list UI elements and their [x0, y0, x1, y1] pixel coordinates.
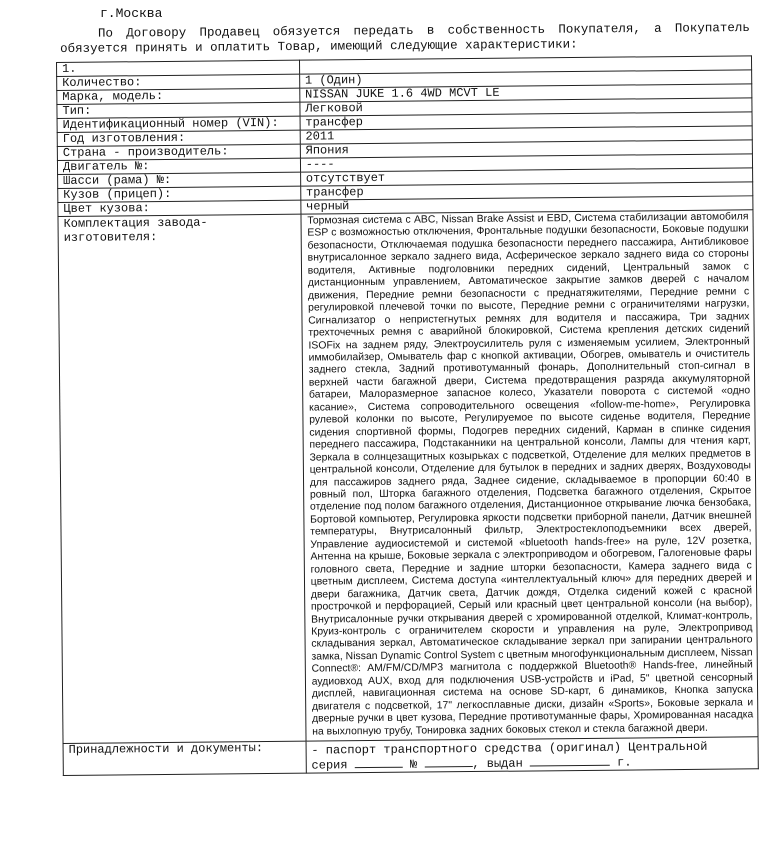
- row-label: Тип:: [57, 102, 300, 118]
- row-value: черный: [301, 196, 753, 214]
- row-value: 1 (Один): [299, 70, 751, 88]
- row-label: Марка, модель:: [57, 88, 300, 104]
- vehicle-characteristics-table: [56, 55, 759, 776]
- equipment-label: Комплектация завода-изготовителя:: [58, 214, 306, 743]
- row-label: Кузов (прицеп):: [58, 186, 301, 202]
- intro-paragraph: По Договору Продавец обязуется передать в собственность Покупателя, а Покупатель обязуется принять и оплатить Товар, имеющий следующие характеристики:: [60, 20, 750, 57]
- row-value: Легковой: [300, 98, 752, 116]
- row-label: Цвет кузова:: [58, 200, 301, 216]
- year-label: г.: [617, 755, 632, 770]
- issued-blank: [530, 755, 610, 767]
- series-blank: [355, 757, 403, 768]
- documents-tail: Центральной: [628, 739, 708, 755]
- documents-line: - паспорт транспортного средства (оригинал): [311, 740, 622, 758]
- row-label: Год изготовления:: [57, 130, 300, 146]
- row-value: отсутствует: [300, 168, 752, 186]
- city-heading: г.Москва: [100, 6, 163, 21]
- row-value: Япония: [300, 140, 752, 158]
- documents-value: [306, 737, 759, 773]
- equipment-description: Тормозная система с ABC, Nissan Brake Assist и EBD, Система стабилизации автомобиля ESP с возможностью отключения, Фронтальные подушки безопасности, Боковые подушки безопасности, Отключаемая подушка безопасности переднего пассажира, Антибликовое внутрисалонное зеркало заднего вида, Асферическое зеркало заднего вида со стороны водителя, Активные подголовники передних сидений, Центральный замок с дистанционным управлением, Автоматическое закрытие замков дверей с началом движения, Передние ремни безопасности с преднатяжителями, Передние ремни с регулировкой плечевой точки по высоте, Передние ремни с ограничителями нагрузки, Сигнализатор о непристегнутых ремнях для водителя и пассажира, Три задних трехточечных ремня с аварийной блокировкой, Система крепления детских сидений ISOFix на заднем ряду, Электроусилитель руля с изменяемым усилием, Электронный иммобилайзер, Омыватель фар с кнопкой активации, Обогрев, омыватель и очиститель заднего стекла, Задний противотуманный фонарь, Дополнительный стоп-сигнал в верхней части багажной двери, Система предотвращения разряда аккумуляторной батареи, Малоразмерное запасное колесо, Указатели поворота с системой «одно касание», Система сопроводительного освещения «follow-me-home», Регулировка рулевой колонки по высоте, Регулируемое по высоте сиденье водителя, Передние сидения спортивной формы, Подогрев передних сидений, Карман в спинке сидения переднего пассажира, Подстаканники на центральной консоли, Лампы для чтения карт, Зеркала в солнцезащитных козырьках с подсветкой, Отделение для мелких предметов в центральной консоли, Отделение для бутылок в передних и задних дверях, Воздуховоды для пассажиров заднего ряда, Заднее сидение, складываемое в пропорции 60:40 в ровный пол, Шторка багажного отделения, Подсветка багажного отделения, Скрытое отделение под полом багажного отделения, Дистанционное открывание лючка бензобака, Бортовой компьютер, Регулировка яркости подсветки приборной панели, Датчик внешней температуры, Внутрисалонный фильтр, Электростеклоподъемники всех дверей, Управление аудиосистемой и системой «bluetooth hands-free» на руле, 12V розетка, Антенна на крыше, Боковые зеркала с электроприводом и обогревом, Галогеновые фары головного света, Передние и задние шторки безопасности, Камера заднего вида с цветным дисплеем, Система доступа «интеллектуальный ключ» для передних дверей и двери багажника, Датчик света, Датчик дождя, Отделка сидений кожей с красной прострочкой и перфорацией, Серый или красный цвет центральной консоли (на выбор), Внутрисалонные ручки открывания дверей с хромированной отделкой, Климат-контроль, Круиз-контроль с ограничителем скорости и управления на руле, Электропривод складывания зеркал, Автоматическое складывание зеркал при запирании центрального замка, Nissan Dynamic Control System с цветным многофункциональным дисплеем, Nissan Connect®: AM/FM/CD/MP3 магнитола с поддержкой Bluetooth® Hands-free, линейный аудиовход AUX, вход для подключения USB-устройств и iPad, 5" цветной сенсорный дисплей, навигационная система на основе SD-карт, 6 динамиков, Кнопка запуска двигателя с подсветкой, 17" легкосплавные диски, дизайн «Sports», Боковые зеркала и дверные ручки в цвет кузова, Передние противотуманные фары, Хромированная насадка на выхлопную трубу, Тонировка задних боковых стекол и стекла багажной двери.: [301, 210, 758, 741]
- row-value: NISSAN JUKE 1.6 4WD MCVT LE: [300, 84, 752, 102]
- row-label: Страна - производитель:: [57, 144, 300, 160]
- issued-label: , выдан: [472, 756, 523, 772]
- item-number: 1.: [57, 60, 300, 76]
- series-label: серия: [311, 758, 348, 773]
- documents-label: Принадлежности и документы:: [63, 741, 306, 775]
- row-value: трансфер: [300, 112, 752, 130]
- row-label: Шасси (рама) №:: [58, 172, 301, 188]
- row-label: Идентификационный номер (VIN):: [57, 116, 300, 132]
- row-label: Двигатель №:: [57, 158, 300, 174]
- row-label: Количество:: [57, 74, 300, 90]
- row-value: ----: [300, 154, 752, 172]
- number-label: №: [409, 757, 418, 772]
- row-value: трансфер: [300, 182, 752, 200]
- row-value: 2011: [300, 126, 752, 144]
- table-row-equipment: [58, 210, 758, 744]
- table-row-documents: [63, 737, 758, 776]
- number-blank: [424, 756, 472, 767]
